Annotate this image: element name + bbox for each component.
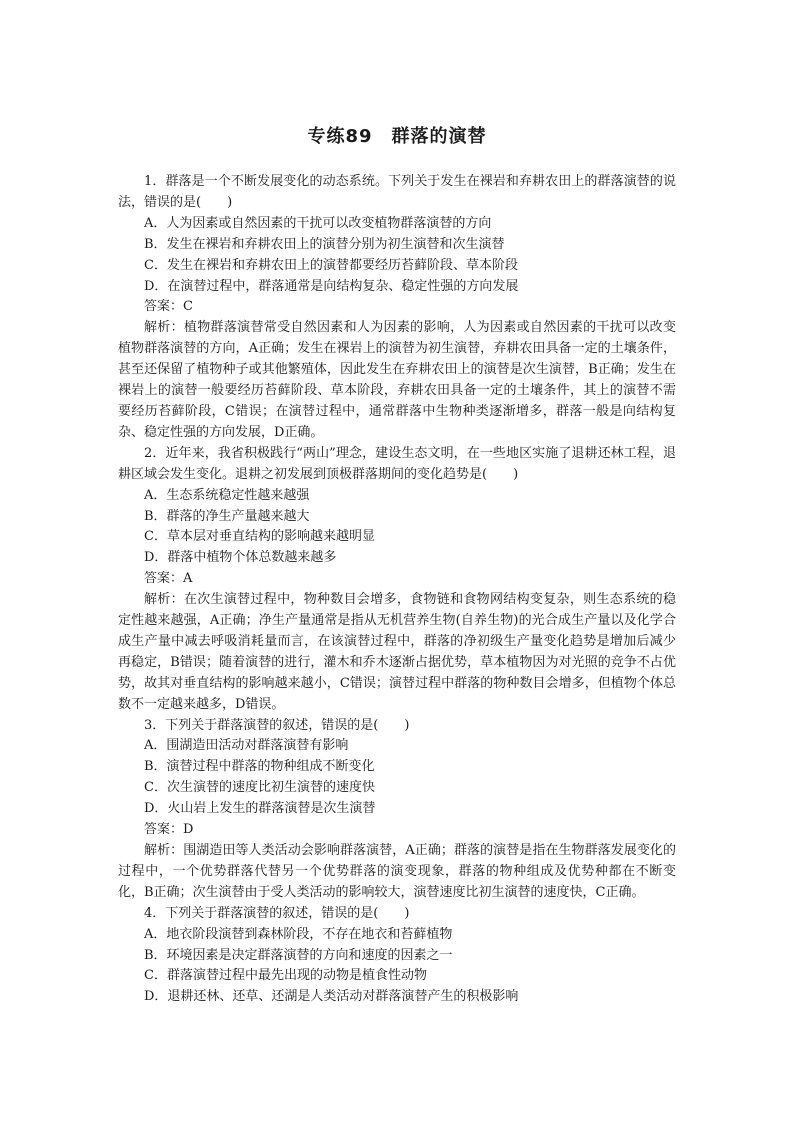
question-option: D．退耕还林、还草、还湖是人类活动对群落演替产生的积极影响: [144, 989, 519, 1005]
question-option: B．群落的净生产量越来越大: [144, 508, 310, 524]
question-answer: 答案：A: [144, 571, 193, 587]
question-option: D．火山岩上发生的群落演替是次生演替: [144, 801, 376, 817]
question-option: C．群落演替过程中最先出现的动物是植食性动物: [144, 968, 427, 984]
question-stem: 2．近年来，我省积极践行“两山”理念，建设生态文明，在一些地区实施了退耕还林工程，退耕区域会发生变化。退耕之初发展到顶极群落期间的变化趋势是( ): [118, 445, 676, 482]
question-option: A．人为因素或自然因素的干扰可以改变植物群落演替的方向: [144, 215, 492, 231]
question-list: [118, 172, 676, 1008]
question-option: D．在演替过程中，群落通常是向结构复杂、稳定性强的方向发展: [144, 278, 519, 294]
question-option: A．地衣阶段演替到森林阶段，不存在地衣和苔藓植物: [144, 926, 453, 942]
question-option: C．发生在裸岩和弃耕农田上的演替都要经历苔藓阶段、草本阶段: [144, 257, 518, 273]
question-analysis: 解析：围湖造田等人类活动会影响群落演替，A正确；群落的演替是指在生物群落发展变化的过程中，一个优势群落代替另一个优势群落的演变现象，群落的物种组成及优势种都在不断变化，B正确；次生演替由于受人类活动的影响较大，演替速度比初生演替的速度快，C正确。: [118, 843, 676, 900]
question-option: A．围湖造田活动对群落演替有影响: [144, 738, 349, 754]
question-stem: 3．下列关于群落演替的叙述，错误的是( ): [144, 717, 410, 733]
question-option: A．生态系统稳定性越来越强: [144, 487, 310, 503]
question-stem: 1．群落是一个不断发展变化的动态系统。下列关于发生在裸岩和弃耕农田上的群落演替的说法，错误的是( ): [118, 174, 676, 210]
page-title: 专练89 群落的演替: [307, 126, 487, 147]
question-option: B．演替过程中群落的物种组成不断变化: [144, 759, 375, 775]
question-option: C．草本层对垂直结构的影响越来越明显: [144, 529, 375, 545]
question-option: C．次生演替的速度比初生演替的速度快: [144, 780, 375, 796]
question-answer: 答案：D: [144, 822, 194, 838]
question-option: B．发生在裸岩和弃耕农田上的演替分别为初生演替和次生演替: [144, 236, 505, 252]
question-stem: 4．下列关于群落演替的叙述，错误的是( ): [144, 905, 410, 921]
question-option: D．群落中植物个体总数越来越多: [144, 550, 337, 566]
question-analysis: 解析：植物群落演替常受自然因素和人为因素的影响，人为因素或自然因素的干扰可以改变植物群落演替的方向，A正确；发生在裸岩上的演替为初生演替，弃耕农田具备一定的土壤条件，甚至还保留了植物种子或其他繁殖体，因此发生在弃耕农田上的演替是次生演替，B正确；发生在裸岩上的演替一般要经历苔藓阶段、草本阶段，弃耕农田具备一定的土壤条件，其上的演替不需要经历苔藓阶段，C错误；在演替过程中，通常群落中生物种类逐渐增多，群落一般是向结构复杂、稳定性强的方向发展，D正确。: [118, 320, 676, 440]
question-answer: 答案：C: [144, 299, 193, 315]
question-option: B．环境因素是决定群落演替的方向和速度的因素之一: [144, 947, 453, 963]
question-analysis: 解析：在次生演替过程中，物种数目会增多，食物链和食物网结构变复杂，则生态系统的稳定性越来越强，A正确；净生产量通常是指从无机营养生物(自养生物)的光合成生产量以及化学合成生产量中减去呼吸消耗量而言，在该演替过程中，群落的净初级生产量变化趋势是增加后减少再稳定，B错误；随着演替的进行，灌木和乔木逐渐占据优势，草本植物因为对光照的竞争不占优势，故其对垂直结构的影响越来越小，C错误；演替过程中群落的物种数目会增多，但植物个体总数不一定越来越多，D错误。: [118, 592, 676, 712]
